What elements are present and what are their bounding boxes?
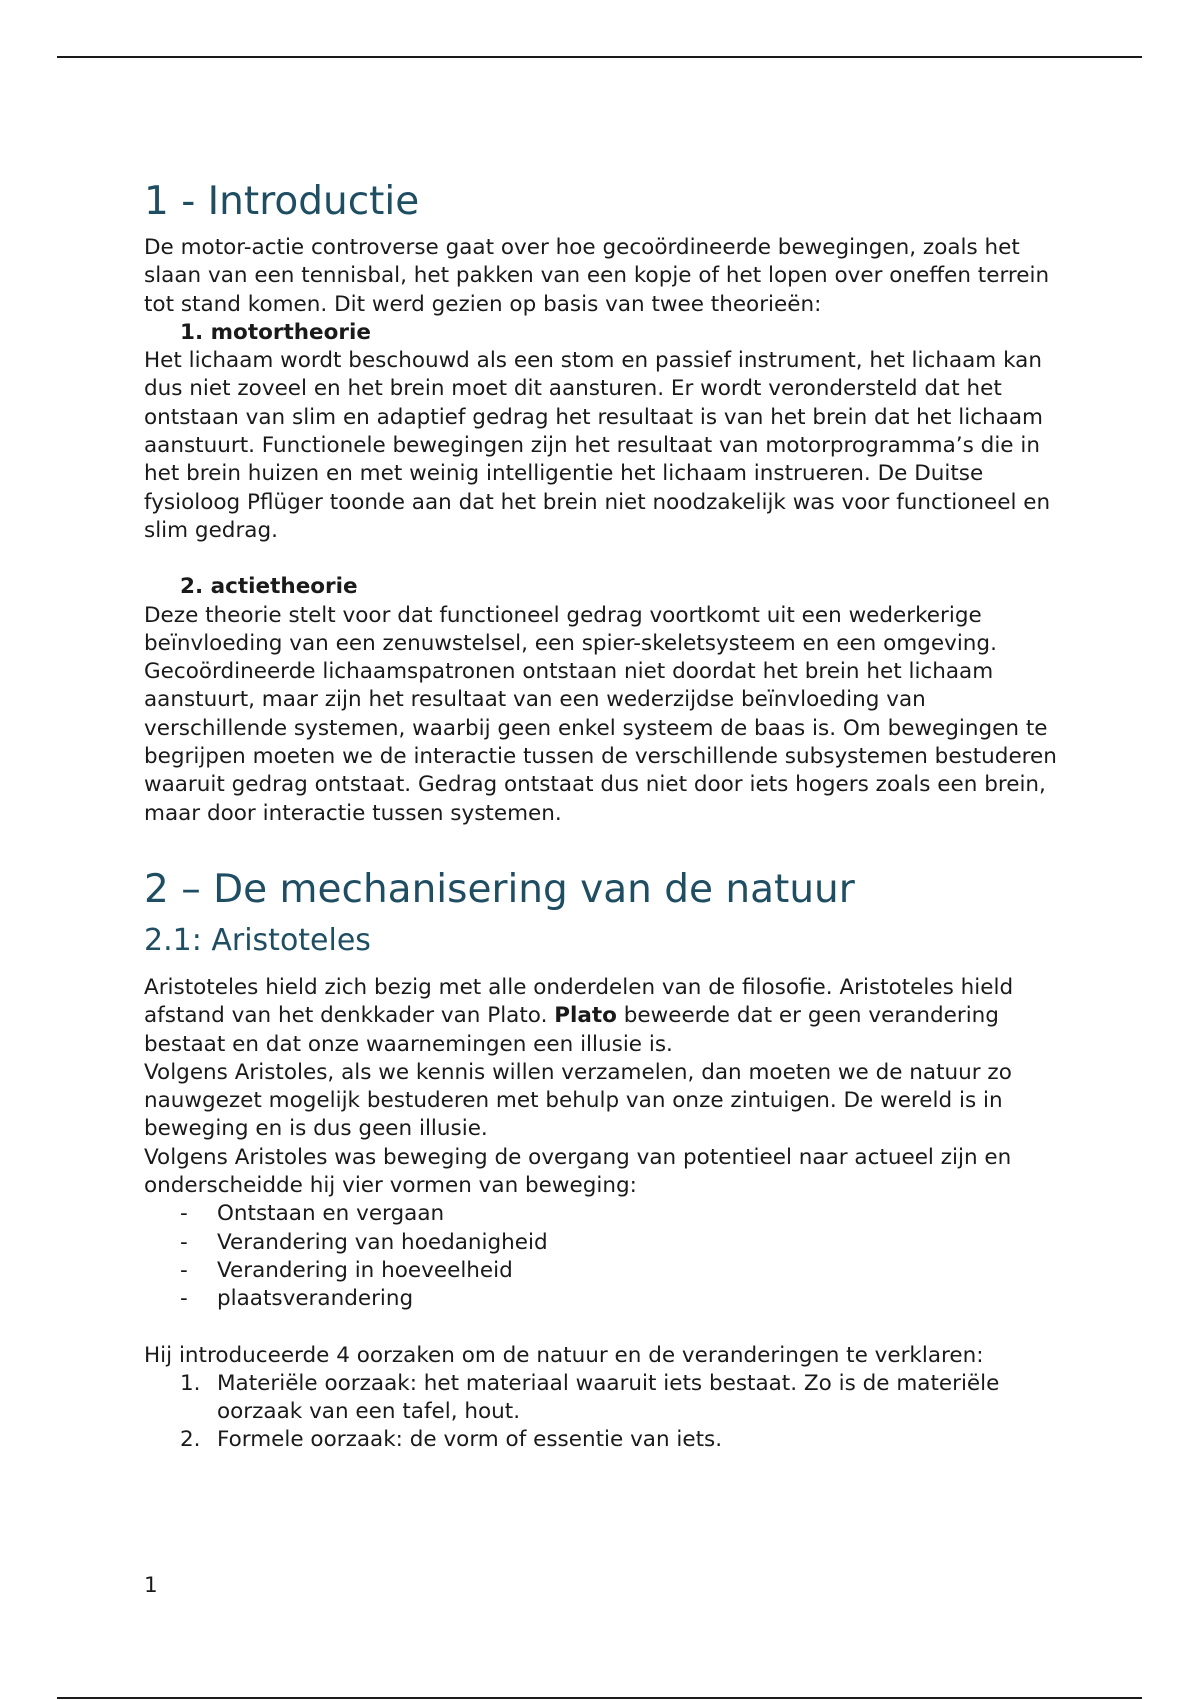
list-item <box>180 1426 1074 1454</box>
causes-list <box>144 1370 1074 1455</box>
theory-1-text: Het lichaam wordt beschouwd als een stom en passief instrument, het lichaam kan dus niet zoveel en het brein moet dit aansturen. Er wordt verondersteld dat het ontstaan van slim en adaptief gedrag het resultaat is van het brein dat het lichaam aanstuurt. Functionele bewegingen zijn het resultaat van motorprogramma’s die in het brein huizen en met weinig intelligentie het lichaam instrueren. De Duitse fysioloog Pflüger toonde aan dat het brein niet noodzakelijk was voor functioneel en slim gedrag. <box>144 348 1051 543</box>
list-number: 1. <box>180 1370 201 1396</box>
list-item <box>180 1200 1074 1228</box>
theory-2-text: Deze theorie stelt voor dat functioneel gedrag voortkomt uit een wederkerige beïnvloeding van een zenuwstelsel, een spier-skeletsysteem en een omgeving. Gecoördineerde lichaamspatronen ontstaan niet doordat het brein het lichaam aanstuurt, maar zijn het resultaat van een wederzijdse beïnvloeding van verschillende systemen, waarbij geen enkel systeem de baas is. Om bewegingen te begrijpen moeten we de interactie tussen de verschillende subsystemen bestuderen waaruit gedrag ontstaat. Gedrag ontstaat dus niet door iets hogers zoals een brein, maar door interactie tussen systemen. <box>144 602 1057 826</box>
list-dash: - <box>180 1257 188 1283</box>
list-number: 2. <box>180 1427 201 1453</box>
list-item <box>180 1285 1074 1313</box>
list-item-text: plaatsverandering <box>217 1286 414 1312</box>
subsection-heading: 2.1: Aristoteles <box>144 922 371 958</box>
header-rule <box>57 56 1142 58</box>
section-2-heading: 2 – De mechanisering van de natuur <box>144 866 855 912</box>
theory-1-number: 1. <box>180 319 204 345</box>
bold-term-plato: Plato <box>554 1003 617 1029</box>
theory-2-title: actietheorie <box>210 574 358 600</box>
text-run: beweerde dat er geen verandering bestaat en dat onze waarnemingen een illusie is. <box>144 1003 999 1057</box>
theory-2-heading <box>144 573 1074 601</box>
aristoteles-paragraph-1 <box>144 974 1074 1059</box>
spacer <box>144 1314 1074 1342</box>
list-item-text: Verandering in hoeveelheid <box>217 1257 513 1283</box>
list-item <box>180 1370 1074 1427</box>
list-item-text: Formele oorzaak: de vorm of essentie van iets. <box>217 1427 723 1453</box>
list-item-text: Ontstaan en vergaan <box>217 1201 445 1227</box>
text-run: Aristoteles hield zich bezig met alle onderdelen van de filosofie. Aristoteles hield afstand van het denkkader van Plato. <box>144 974 1014 1029</box>
list-dash: - <box>180 1201 188 1227</box>
list-dash: - <box>180 1229 188 1255</box>
aristoteles-paragraph-4: Hij introduceerde 4 oorzaken om de natuur en de veranderingen te verklaren: <box>144 1342 984 1368</box>
section-1-intro: De motor-actie controverse gaat over hoe gecoördineerde bewegingen, zoals het slaan van een tennisbal, het pakken van een kopje of het lopen over oneffen terrein tot stand komen. Dit werd gezien op basis van twee theorieën: <box>144 235 1050 317</box>
footer-rule <box>57 1697 1142 1699</box>
spacer <box>144 545 1074 573</box>
list-item <box>180 1229 1074 1257</box>
list-item-text: Materiële oorzaak: het materiaal waaruit iets bestaat. Zo is de materiële oorzaak van een tafel, hout. <box>217 1370 1000 1425</box>
list-dash: - <box>180 1286 188 1312</box>
movement-list <box>144 1200 1074 1313</box>
section-1-heading: 1 - Introductie <box>144 179 420 224</box>
aristoteles-paragraph-3: Volgens Aristoles was beweging de overgang van potentieel naar actueel zijn en onderscheidde hij vier vormen van beweging: <box>144 1144 1012 1199</box>
document-body <box>144 178 1074 1455</box>
theory-1-heading <box>144 319 1074 347</box>
aristoteles-paragraph-2: Volgens Aristoles, als we kennis willen verzamelen, dan moeten we de natuur zo nauwgezet mogelijk bestuderen met behulp van onze zintuigen. De wereld is in beweging en is dus geen illusie. <box>144 1059 1012 1142</box>
page-number: 1 <box>144 1573 158 1598</box>
list-item <box>180 1257 1074 1285</box>
theory-1-title: motortheorie <box>210 319 371 345</box>
list-item-text: Verandering van hoedanigheid <box>217 1229 548 1255</box>
spacer <box>144 828 1074 866</box>
theory-2-number: 2. <box>180 574 204 600</box>
